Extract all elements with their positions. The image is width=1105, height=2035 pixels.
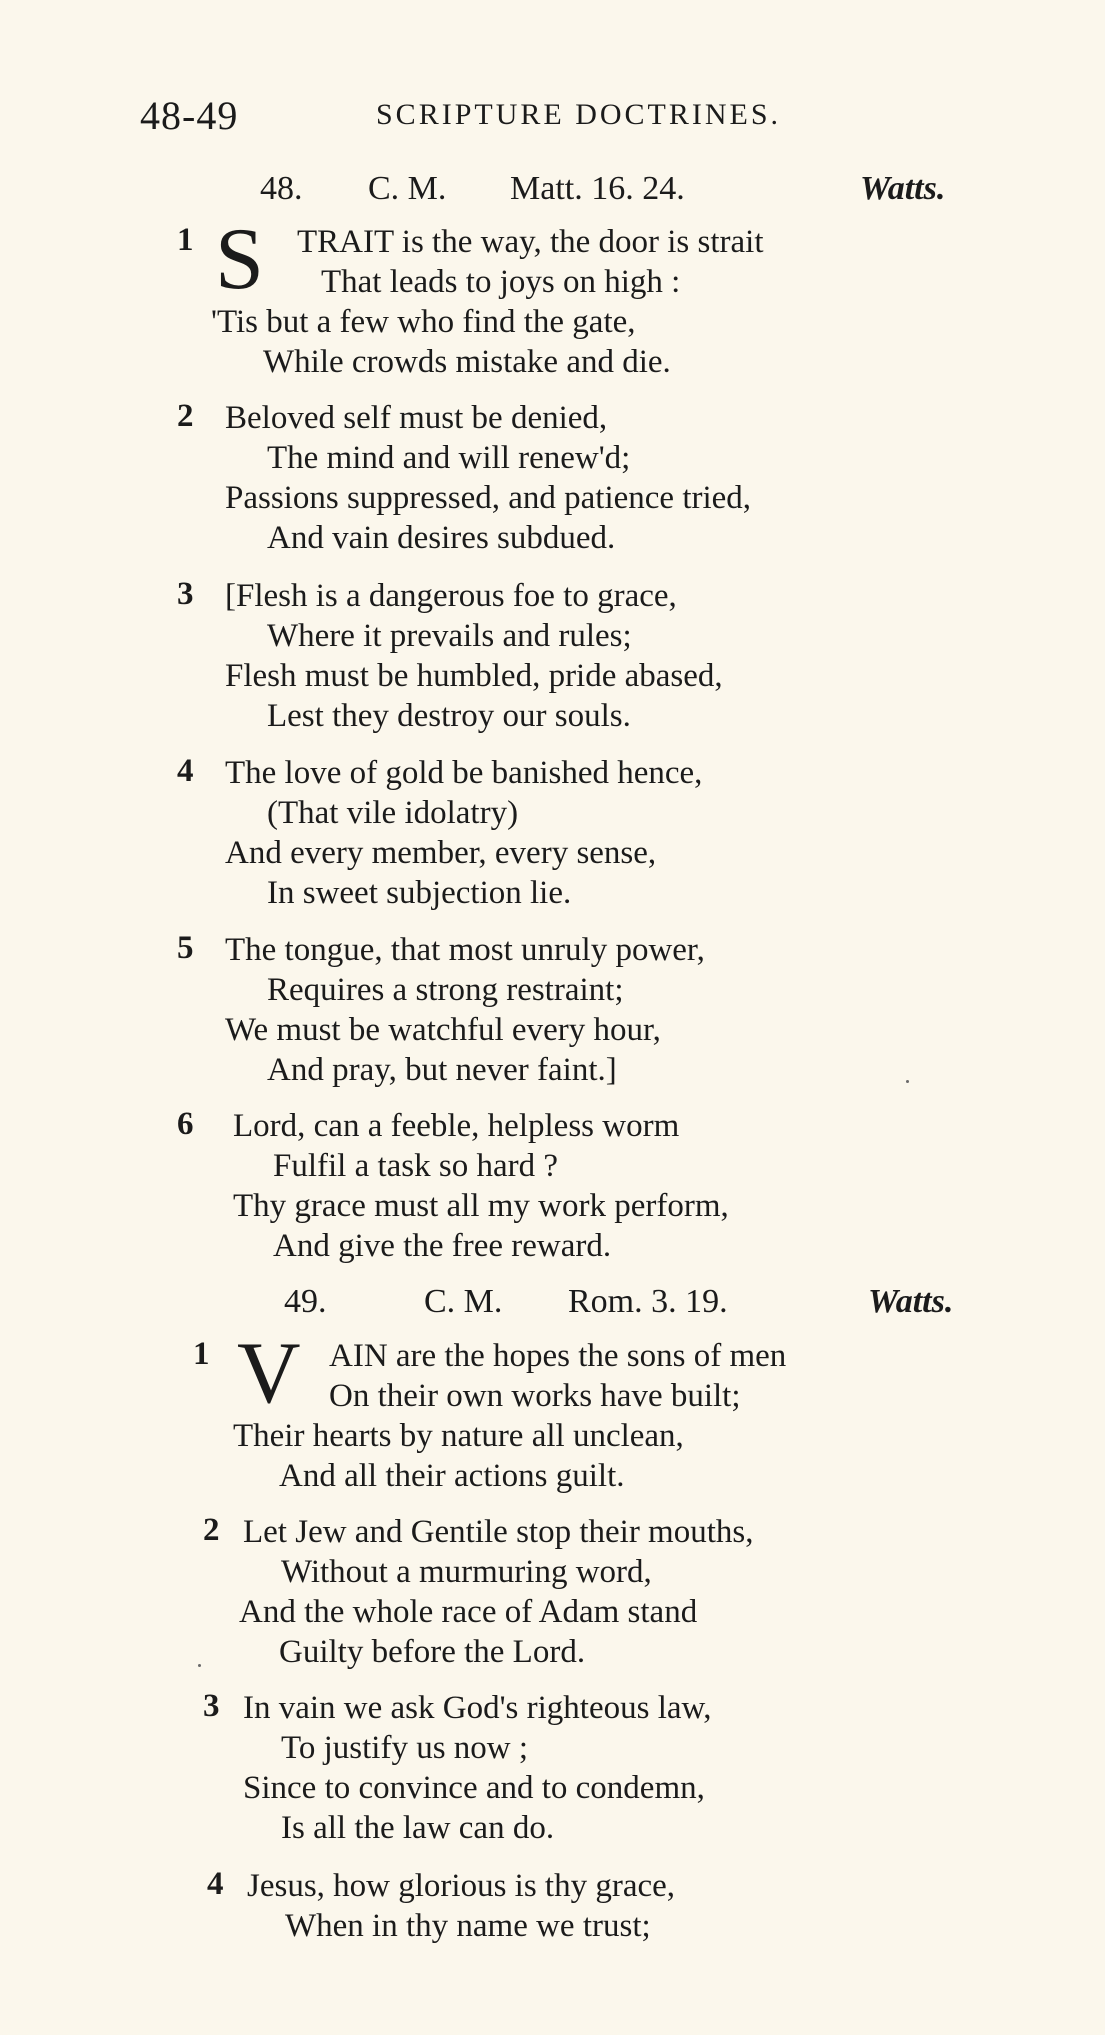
stanza-48-6 (177, 1106, 1005, 1266)
stanza-48-4 (177, 753, 1005, 913)
stanza-line: And give the free reward. (273, 1228, 612, 1264)
stanza-number: 4 (207, 1866, 224, 1902)
stanza-number: 2 (203, 1512, 220, 1548)
stanza-line: (That vile idolatry) (267, 795, 519, 831)
stanza-line: Since to convince and to condemn, (243, 1770, 705, 1806)
stanza-line: Requires a strong restraint; (267, 972, 624, 1008)
hymn-author: Watts. (860, 170, 946, 207)
hymn-reference: Rom. 3. 19. (568, 1283, 728, 1320)
stanza-line: While crowds mistake and die. (263, 344, 671, 380)
stanza-line: Thy grace must all my work perform, (233, 1188, 729, 1224)
stanza-line: Guilty before the Lord. (279, 1634, 586, 1670)
stanza-line: The tongue, that most unruly power, (225, 932, 705, 968)
hymn-49-header (284, 1283, 1004, 1327)
stanza-line: To justify us now ; (281, 1730, 529, 1766)
stanza-48-2 (177, 398, 1005, 558)
hymn-reference: Matt. 16. 24. (510, 170, 685, 207)
stanza-line: Beloved self must be denied, (225, 400, 608, 436)
hymn-author: Watts. (868, 1283, 954, 1320)
hymn-number: 49. (284, 1283, 327, 1320)
stanza-number: 6 (177, 1106, 194, 1142)
stanza-49-3 (185, 1688, 1005, 1848)
print-speck (906, 1080, 909, 1083)
hymn-meter: C. M. (424, 1283, 503, 1320)
stanza-line: And pray, but never faint.] (267, 1052, 617, 1088)
stanza-line: And the whole race of Adam stand (239, 1594, 698, 1630)
stanza-line: The love of gold be banished hence, (225, 755, 703, 791)
stanza-line: In sweet subjection lie. (267, 875, 572, 911)
drop-cap: V (237, 1325, 301, 1422)
stanza-line: Passions suppressed, and patience tried, (225, 480, 752, 516)
stanza-48-5 (177, 930, 1005, 1090)
stanza-line: That leads to joys on high : (321, 264, 681, 300)
page-numbers: 48-49 (140, 93, 239, 138)
stanza-number: 2 (177, 398, 194, 434)
hymn-meter: C. M. (368, 170, 447, 207)
running-title: SCRIPTURE DOCTRINES. (376, 98, 782, 131)
stanza-line: We must be watchful every hour, (225, 1012, 661, 1048)
stanza-line: Jesus, how glorious is thy grace, (247, 1868, 676, 1904)
print-speck (198, 1664, 201, 1667)
stanza-49-4 (185, 1866, 1005, 1946)
drop-cap: S (215, 211, 264, 308)
stanza-line: Let Jew and Gentile stop their mouths, (243, 1514, 754, 1550)
stanza-line: On their own works have built; (329, 1378, 741, 1414)
stanza-number: 5 (177, 930, 194, 966)
stanza-line: Lest they destroy our souls. (267, 698, 631, 734)
stanza-line: TRAIT is the way, the door is strait (297, 224, 764, 260)
stanza-49-1 (185, 1325, 1005, 1496)
stanza-line: And every member, every sense, (225, 835, 657, 871)
stanza-line: And all their actions guilt. (279, 1458, 625, 1494)
stanza-number: 3 (203, 1688, 220, 1724)
stanza-line: [Flesh is a dangerous foe to grace, (225, 578, 677, 614)
stanza-49-2 (185, 1512, 1005, 1672)
stanza-line: AIN are the hopes the sons of men (329, 1338, 787, 1374)
hymn-48-header (260, 170, 1000, 214)
stanza-line: Where it prevails and rules; (267, 618, 632, 654)
stanza-line: When in thy name we trust; (285, 1908, 651, 1944)
stanza-number: 1 (177, 222, 194, 258)
stanza-number: 1 (193, 1336, 210, 1372)
stanza-line: In vain we ask God's righteous law, (243, 1690, 712, 1726)
stanza-line: Their hearts by nature all unclean, (233, 1418, 684, 1454)
stanza-line: 'Tis but a few who find the gate, (211, 304, 636, 340)
stanza-48-3 (177, 576, 1005, 736)
stanza-48-1 (177, 211, 1005, 382)
hymn-number: 48. (260, 170, 303, 207)
stanza-number: 3 (177, 576, 194, 612)
stanza-number: 4 (177, 753, 194, 789)
stanza-line: Is all the law can do. (281, 1810, 555, 1846)
stanza-line: Flesh must be humbled, pride abased, (225, 658, 723, 694)
stanza-line: Fulfil a task so hard ? (273, 1148, 559, 1184)
stanza-line: The mind and will renew'd; (267, 440, 631, 476)
stanza-line: Without a murmuring word, (281, 1554, 652, 1590)
stanza-line: And vain desires subdued. (267, 520, 616, 556)
stanza-line: Lord, can a feeble, helpless worm (233, 1108, 680, 1144)
